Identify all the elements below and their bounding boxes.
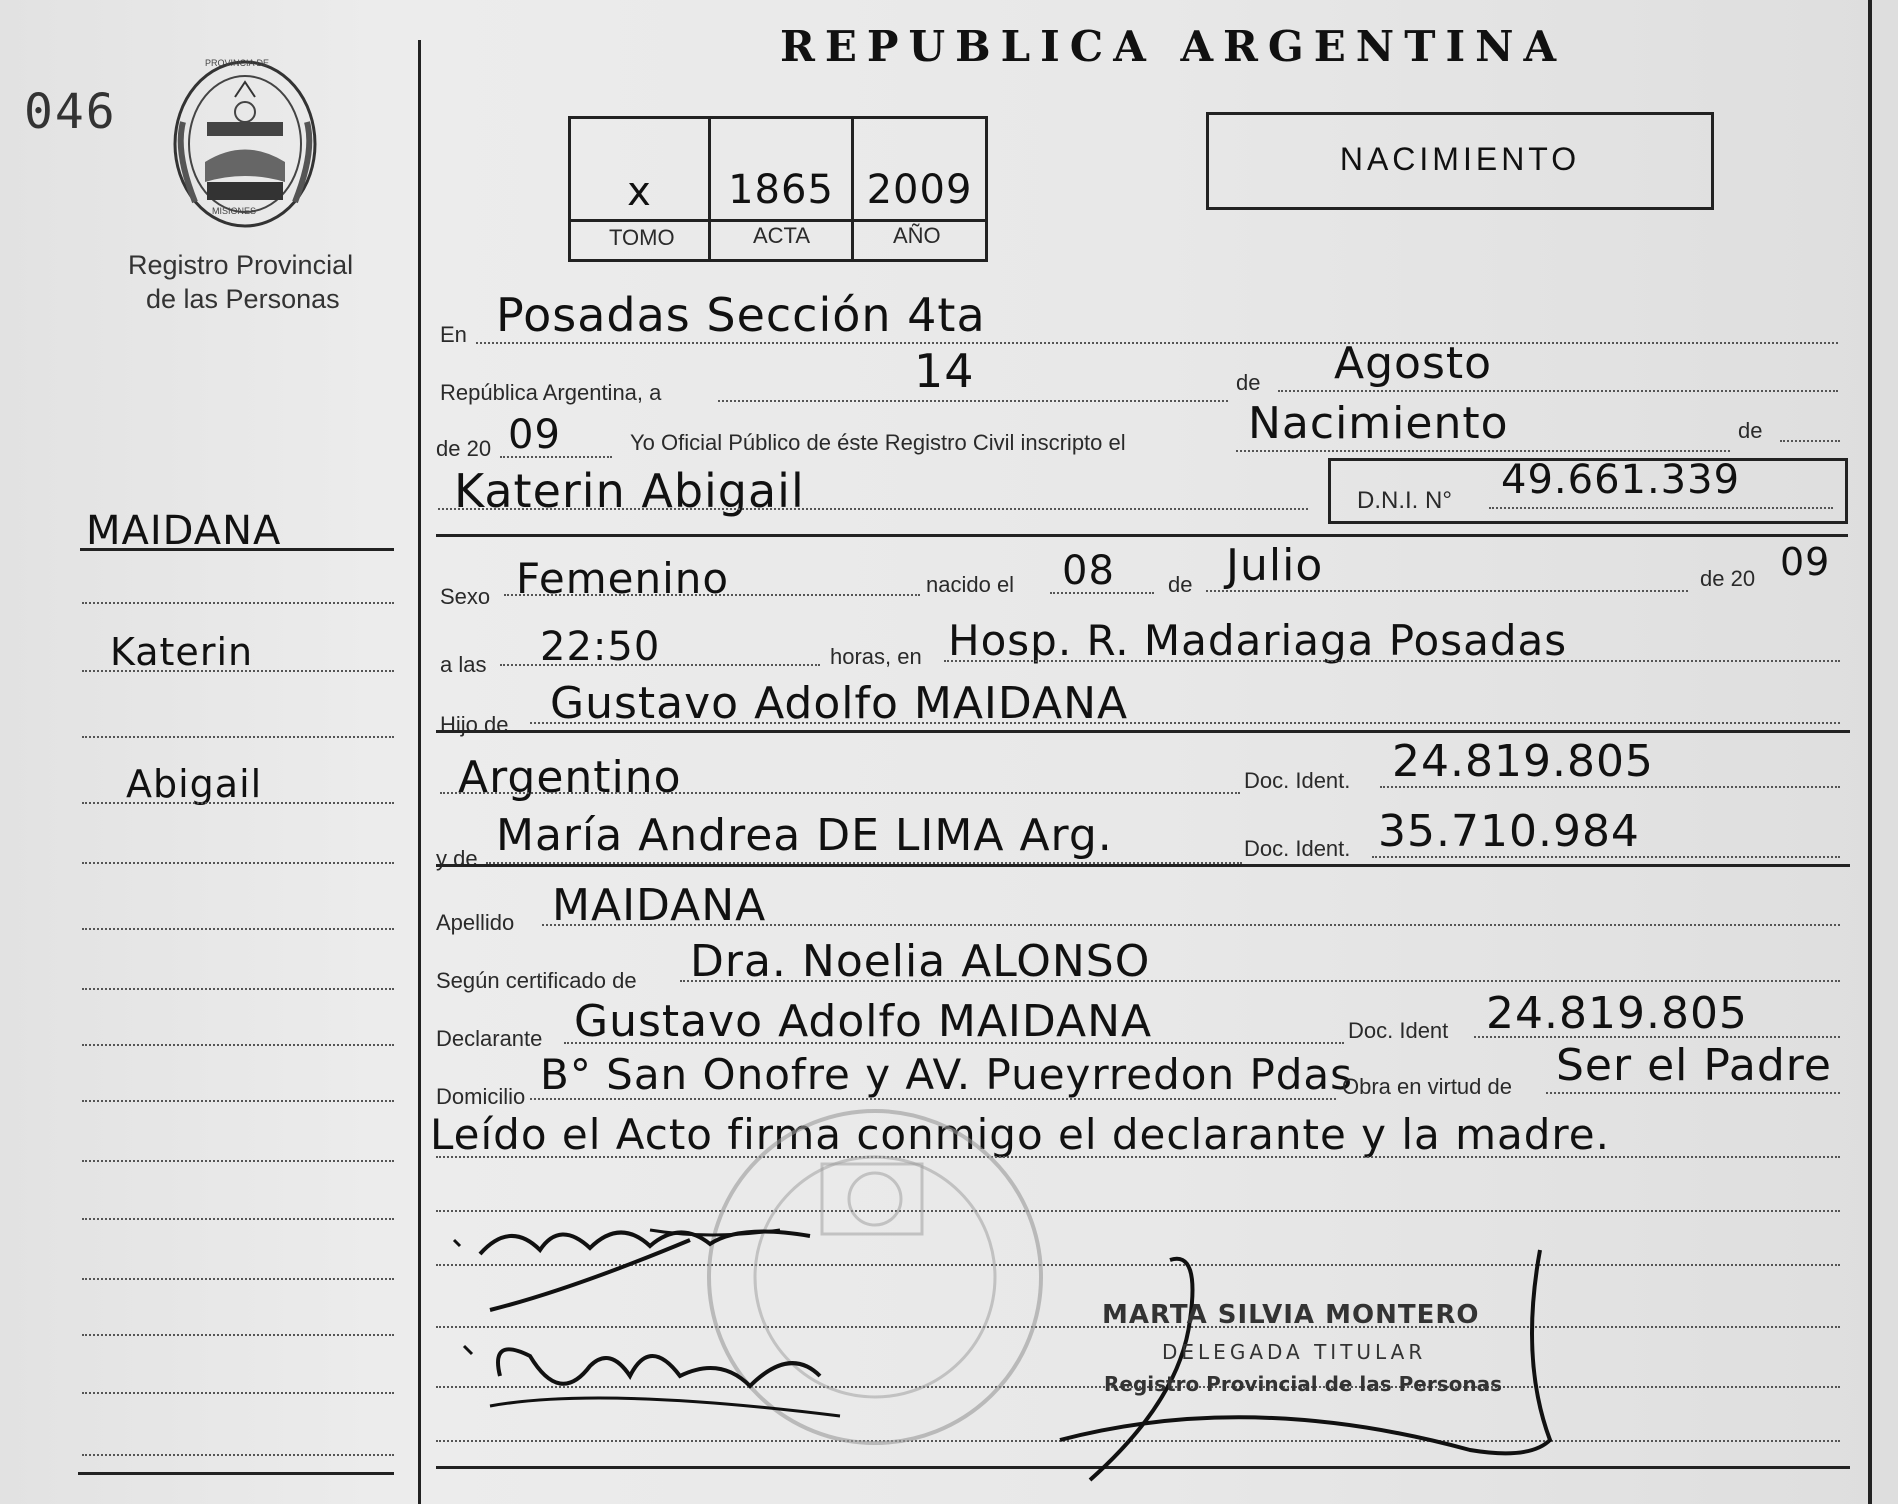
mother-doc-dots — [1372, 856, 1840, 858]
nacido-label: nacido el — [926, 572, 1015, 597]
full-name-dots — [438, 508, 1308, 510]
province-emblem — [165, 52, 325, 230]
full-name-value: Katerin Abigail — [454, 464, 805, 518]
margin-dots-4 — [82, 802, 394, 804]
year-dots — [500, 456, 612, 458]
birth-month-de-label: de — [1168, 572, 1193, 597]
time-value: 22:50 — [540, 624, 661, 670]
declarante-dots — [564, 1042, 1344, 1044]
place-value: Hosp. R. Madariaga Posadas — [948, 616, 1568, 665]
dni-dots — [1489, 507, 1833, 509]
registry-name-line2: de las Personas — [146, 284, 340, 314]
month-de-label: de — [1236, 370, 1261, 395]
margin-dots-9 — [82, 1100, 394, 1102]
mother-doc-value: 35.710.984 — [1378, 806, 1640, 857]
rule-after-mother — [436, 864, 1850, 867]
margin-dots-12 — [82, 1278, 394, 1280]
dni-label: D.N.I. N° — [1357, 487, 1452, 514]
obra-dots — [1546, 1092, 1840, 1094]
father-nationality-value: Argentino — [458, 752, 682, 803]
father-value: Gustavo Adolfo MAIDANA — [550, 678, 1129, 729]
official-stamp-org: Registro Provincial de las Personas — [1104, 1372, 1503, 1396]
tomo-label: TOMO — [609, 225, 675, 250]
official-stamp-role: DELEGADA TITULAR — [1162, 1340, 1427, 1364]
republica-label: República Argentina, a — [440, 380, 662, 405]
apellido-value: MAIDANA — [552, 880, 767, 931]
margin-dots-6 — [82, 928, 394, 930]
anio-value: 2009 — [866, 167, 973, 213]
year-de20-label: de 20 — [436, 436, 492, 461]
dni-box — [1328, 458, 1848, 524]
rule-after-name — [436, 534, 1848, 537]
domicilio-dots — [530, 1098, 1336, 1100]
oficial-label: Yo Oficial Público de éste Registro Civil inscripto el — [630, 430, 1126, 455]
margin-dots-10 — [82, 1160, 394, 1162]
segun-label: Según certificado de — [436, 968, 637, 993]
signature-scribble-icon — [460, 1326, 860, 1436]
signature-scribble-icon — [450, 1210, 830, 1320]
father-nat-dots — [440, 792, 1240, 794]
record-reference-box — [568, 116, 988, 262]
alas-label: a las — [440, 652, 487, 677]
sexo-value: Femenino — [516, 554, 730, 603]
declarante-doc-label: Doc. Ident — [1348, 1018, 1449, 1043]
margin-dots-7 — [82, 988, 394, 990]
document-title: REPUBLICA ARGENTINA — [780, 22, 1567, 71]
record-box-divider — [571, 219, 985, 222]
margin-dots-3 — [82, 736, 394, 738]
closing-statement: Leído el Acto firma conmigo el declarante y la madre. — [430, 1110, 1610, 1159]
dni-value: 49.661.339 — [1501, 457, 1741, 503]
inscripto-value: Nacimiento — [1248, 398, 1509, 449]
margin-name1: Katerin — [110, 630, 254, 674]
emblem-top-text: PROVINCIA DE — [205, 58, 270, 68]
page-right-edge — [1868, 0, 1872, 1504]
apellido-dots — [542, 924, 1840, 926]
father-doc-value: 24.819.805 — [1392, 736, 1654, 787]
obra-value: Ser el Padre — [1556, 1040, 1832, 1091]
margin-dots-11 — [82, 1218, 394, 1220]
en-dots — [476, 342, 1838, 344]
domicilio-label: Domicilio — [436, 1084, 526, 1109]
father-doc-label: Doc. Ident. — [1244, 768, 1351, 793]
emblem-bottom-text: MISIONES — [212, 206, 257, 216]
year-value: 09 — [508, 412, 561, 458]
margin-dots-1 — [82, 602, 394, 604]
margin-name2: Abigail — [126, 762, 263, 806]
margin-dots-15 — [82, 1454, 394, 1456]
birth-year-de20-label: de 20 — [1700, 566, 1756, 591]
inscripto-de-label: de — [1738, 418, 1763, 443]
margin-rule-1 — [80, 548, 394, 551]
official-stamp-name: MARTA SILVIA MONTERO — [1102, 1300, 1480, 1330]
segun-value: Dra. Noelia ALONSO — [690, 936, 1151, 987]
margin-dots-8 — [82, 1044, 394, 1046]
signature-scribble-icon — [1050, 1240, 1570, 1490]
domicilio-value: B° San Onofre y AV. Pueyrredon Pdas — [540, 1050, 1354, 1099]
birth-month-dots — [1206, 590, 1688, 592]
day-dots — [718, 400, 1228, 402]
sexo-dots — [504, 594, 920, 596]
mother-signature — [460, 1326, 860, 1436]
time-dots — [500, 664, 820, 666]
acta-value: 1865 — [728, 167, 834, 213]
en-value: Posadas Sección 4ta — [496, 288, 986, 342]
margin-dots-5 — [82, 862, 394, 864]
record-type-label: NACIMIENTO — [1339, 141, 1581, 177]
margin-dots-14 — [82, 1392, 394, 1394]
day-value: 14 — [914, 344, 975, 398]
margin-dots-2 — [82, 670, 394, 672]
margin-rule-bottom — [78, 1472, 394, 1475]
hijo-label: Hijo de — [440, 712, 509, 737]
month-dots — [1278, 390, 1838, 392]
apellido-label: Apellido — [436, 910, 515, 935]
column-divider — [418, 40, 421, 1504]
horas-label: horas, en — [830, 644, 922, 669]
margin-dots-13 — [82, 1334, 394, 1336]
record-type-box — [1206, 112, 1714, 210]
obra-label: Obra en virtud de — [1342, 1074, 1512, 1099]
birth-day-dots — [1050, 592, 1154, 594]
declarante-doc-value: 24.819.805 — [1486, 988, 1748, 1039]
declarant-signature — [450, 1210, 830, 1320]
declarante-value: Gustavo Adolfo MAIDANA — [574, 996, 1153, 1047]
official-signature — [1050, 1240, 1570, 1490]
anio-label: AÑO — [893, 223, 941, 248]
yde-label: y de — [436, 846, 478, 871]
sexo-label: Sexo — [440, 584, 491, 609]
place-dots — [944, 660, 1840, 662]
mother-value: María Andrea DE LIMA Arg. — [496, 810, 1113, 861]
month-value: Agosto — [1334, 338, 1493, 389]
closing-dots — [436, 1156, 1840, 1158]
rule-after-father — [436, 730, 1850, 733]
declarante-doc-dots — [1474, 1036, 1840, 1038]
record-number: 046 — [24, 84, 117, 140]
coat-of-arms-icon — [165, 52, 325, 230]
declarante-label: Declarante — [436, 1026, 543, 1051]
en-label: En — [440, 322, 467, 347]
father-dots — [530, 722, 1840, 724]
birth-month-value: Julio — [1226, 540, 1324, 591]
father-doc-dots — [1380, 786, 1840, 788]
birth-day-value: 08 — [1062, 548, 1115, 594]
birth-year-value: 09 — [1780, 540, 1831, 584]
mother-doc-label: Doc. Ident. — [1244, 836, 1351, 861]
line3-end-dots — [1780, 440, 1840, 442]
inscripto-dots — [1236, 450, 1730, 452]
tomo-value: x — [627, 169, 652, 215]
acta-label: ACTA — [753, 223, 811, 248]
margin-surname: MAIDANA — [86, 508, 282, 554]
registry-name-line1: Registro Provincial — [128, 250, 354, 280]
segun-dots — [680, 980, 1840, 982]
